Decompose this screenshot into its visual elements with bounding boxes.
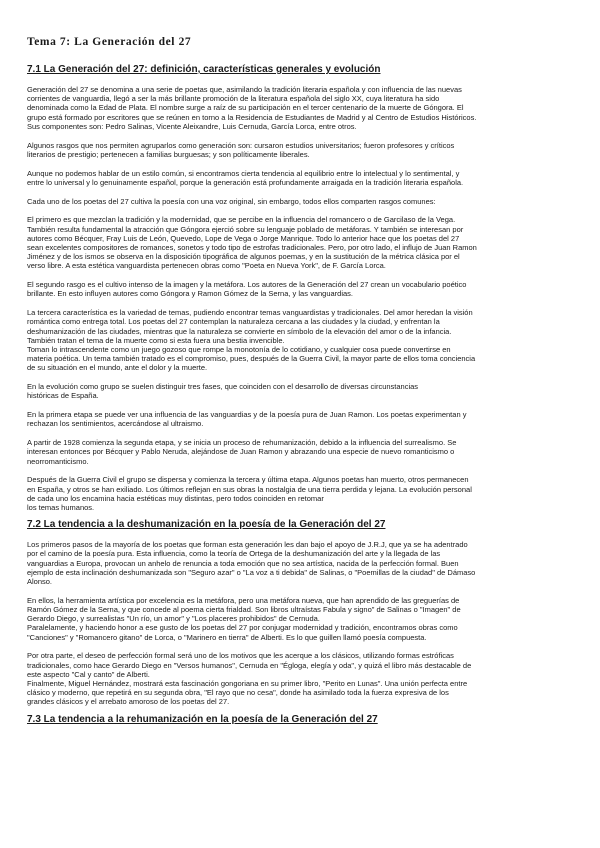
section-heading-7-1: 7.1 La Generación del 27: definición, características generales y evolución: [27, 64, 381, 75]
section-heading-7-3: 7.3 La tendencia a la rehumanización en la poesía de la Generación del 27: [27, 713, 378, 725]
paragraph: El primero es que mezclan la tradición y la modernidad, que se percibe en la influencia del romancero o de Garcilaso de la Vega. También resulta fundamental la atracción que Góngora ejerció sobre su lenguaje poblado de metáforas. Y también se interesan por autores como Bécquer, Fray Luis de León, Quevedo, Lope de Vega o Jorge Manrique. Todo lo anterior hace que los poetas del 27 sean excelentes compositores de romances, sonetos y todo tipo de estrofas tradicionales. Pero, por otro lado, el influjo de Juan Ramon Jiménez y de los ismos se observa en la disposición tipográfica de algunos poemas, y en la sustitución de la métrica clásica por el verso libre. A esta estética vanguardista pertenecen obras como "Poeta en Nueva York", de F. García Lorca.: [27, 215, 477, 271]
paragraph: Por otra parte, el deseo de perfección formal será uno de los motivos que les acerque a los clásicos, utilizando formas estróficas tradicionales, como hace Gerardo Diego en "Versos humanos", Cernuda en "Égloga, elegía y oda", y quizá el libro más destacable de este aspecto "Cal y canto" de Alberti. Finalmente, Miguel Hernández, mostrará esta fascinación gongoriana en su primer libro, "Perito en Lunas". Una unión perfecta entre clásico y moderno, que repetirá en su segunda obra, "El rayo que no cesa", donde ha asimilado toda la fuerza expresiva de los grandes clásicos y el arrebato amoroso de los poetas del 27.: [27, 651, 472, 707]
paragraph: En ellos, la herramienta artística por excelencia es la metáfora, pero una metáfora nueva, que han aprendido de las greguerías de Ramón Gómez de la Serna, y que concede al poema cierta frialdad. Son libros ultraístas Fabula y signo" de Salinas o "Imagen" de Gerardo Diego, y surrealistas "Un río, un amor" y "Los placeres prohibidos" de Cernuda. Paralelamente, y haciendo honor a ese gusto de los poetas del 27 por conjugar modernidad y tradición, encontramos obras como "Canciones" y "Romancero gitano" de Lorca, o "Marinero en tierra" de Alberti. Es lo que guillen llamó poesía compuesta.: [27, 595, 461, 642]
paragraph: Los primeros pasos de la mayoría de los poetas que forman esta generación les dan bajo el apoyo de J.R.J, que ya se ha adentrado por el camino de la poesía pura. Esta influencia, como la teoría de Ortega de la deshumanización del arte y la llegada de las vanguardias a Europa, provocan un anhelo de renuncia a toda emoción que no sea artística, nacida de la perfección formal. Buen ejemplo de esta inclinación deshumanizada son "Seguro azar" o "La voz a ti debida" de Salinas, o "Poemillas de la ciudad" de Dámaso Alonso.: [27, 540, 476, 587]
paragraph: Después de la Guerra Civil el grupo se dispersa y comienza la tercera y última etapa. Algunos poetas han muerto, otros permanecen en España, y otros se han exiliado. Los últimos reflejan en sus obras la nostalgia de una tierra perdida y lejana. La evolución personal de cada uno los encamina hacia estéticas muy distintas, pero todos coinciden en retomar los temas humanos.: [27, 475, 472, 513]
paragraph: En la primera etapa se puede ver una influencia de las vanguardias y de la poesía pura de Juan Ramon. Los poetas experimentan y rechazan los sentimientos, acercándose al ultraismo.: [27, 410, 467, 429]
paragraph: Cada uno de los poetas del 27 cultiva la poesía con una voz original, sin embargo, todos ellos comparten rasgos comunes:: [27, 196, 436, 206]
paragraph: A partir de 1928 comienza la segunda etapa, y se inicia un proceso de rehumanización, debido a la influencia del surrealismo. Se interesan entonces por Bécquer y Pablo Neruda, alejándose de Juan Ramon y abrazando una especie de nuevo romanticismo o neorromanticismo.: [27, 438, 457, 466]
paragraph: En la evolución como grupo se suelen distinguir tres fases, que coinciden con el desarrollo de diversas circunstancias históricas de España.: [27, 382, 419, 401]
paragraph: Generación del 27 se denomina a una serie de poetas que, asimilando la tradición literaria española y con influencia de las nuevas corrientes de vanguardia, llegó a ser la más brillante promoción de la literatura española del siglo XX, cuya literatura ha sido denominada como la Edad de Plata. El nombre surge a raíz de su participación en el tercer centenario de la muerte de Góngora. El grupo está formado por escritores que se reúnen en torno a la Residencia de Estudiantes de Madrid y al Centro de Estudios Históricos. Sus componentes son: Pedro Salinas, Vicente Aleixandre, Luis Cernuda, García Lorca, entre otros.: [27, 85, 477, 131]
document-title: Tema 7: La Generación del 27: [27, 36, 192, 48]
section-heading-7-2: 7.2 La tendencia a la deshumanización en la poesía de la Generación del 27: [27, 519, 386, 531]
paragraph: Algunos rasgos que nos permiten agruparlos como generación son: cursaron estudios universitarios; fueron profesores y críticos literarios de prestigio; pertenecen a familias burguesas; y son políticamente liberales.: [27, 140, 455, 159]
paragraph: El segundo rasgo es el cultivo intenso de la imagen y la metáfora. Los autores de la Generación del 27 crean un vocabulario poético brillante. En esto influyen autores como Góngora y Ramon Gómez de la Serna, y las vanguardias.: [27, 280, 467, 299]
paragraph: La tercera característica es la variedad de temas, pudiendo encontrar temas vanguardistas y tradicionales. Del amor heredan la visión romántica como entrega total. Los poetas del 27 contemplan la naturaleza cercana a las ciudades y la ciudad, y enfrentan la deshumanización de las ciudades, mientras que la naturaleza se convierte en símbolo de la elevación del amor o de la infancia. También tratan el tema de la muerte como si esta fuera una bestia invencible. Toman lo intrascendente como un juego gozoso que rompe la monotonía de lo cotidiano, y cualquier cosa puede convertirse en materia poética. Un tema también tratado es el compromiso, pues, después de la Guerra Civil, la mayor parte de ellos toma conciencia de su situación en el mundo, ante el dolor y la muerte.: [27, 308, 476, 373]
paragraph: Aunque no podemos hablar de un estilo común, si encontramos cierta tendencia al equilibrio entre lo intelectual y lo sentimental, y entre lo universal y lo genuinamente español, porque la generación está profundamente arraigada en la tradición literaria española.: [27, 168, 464, 187]
